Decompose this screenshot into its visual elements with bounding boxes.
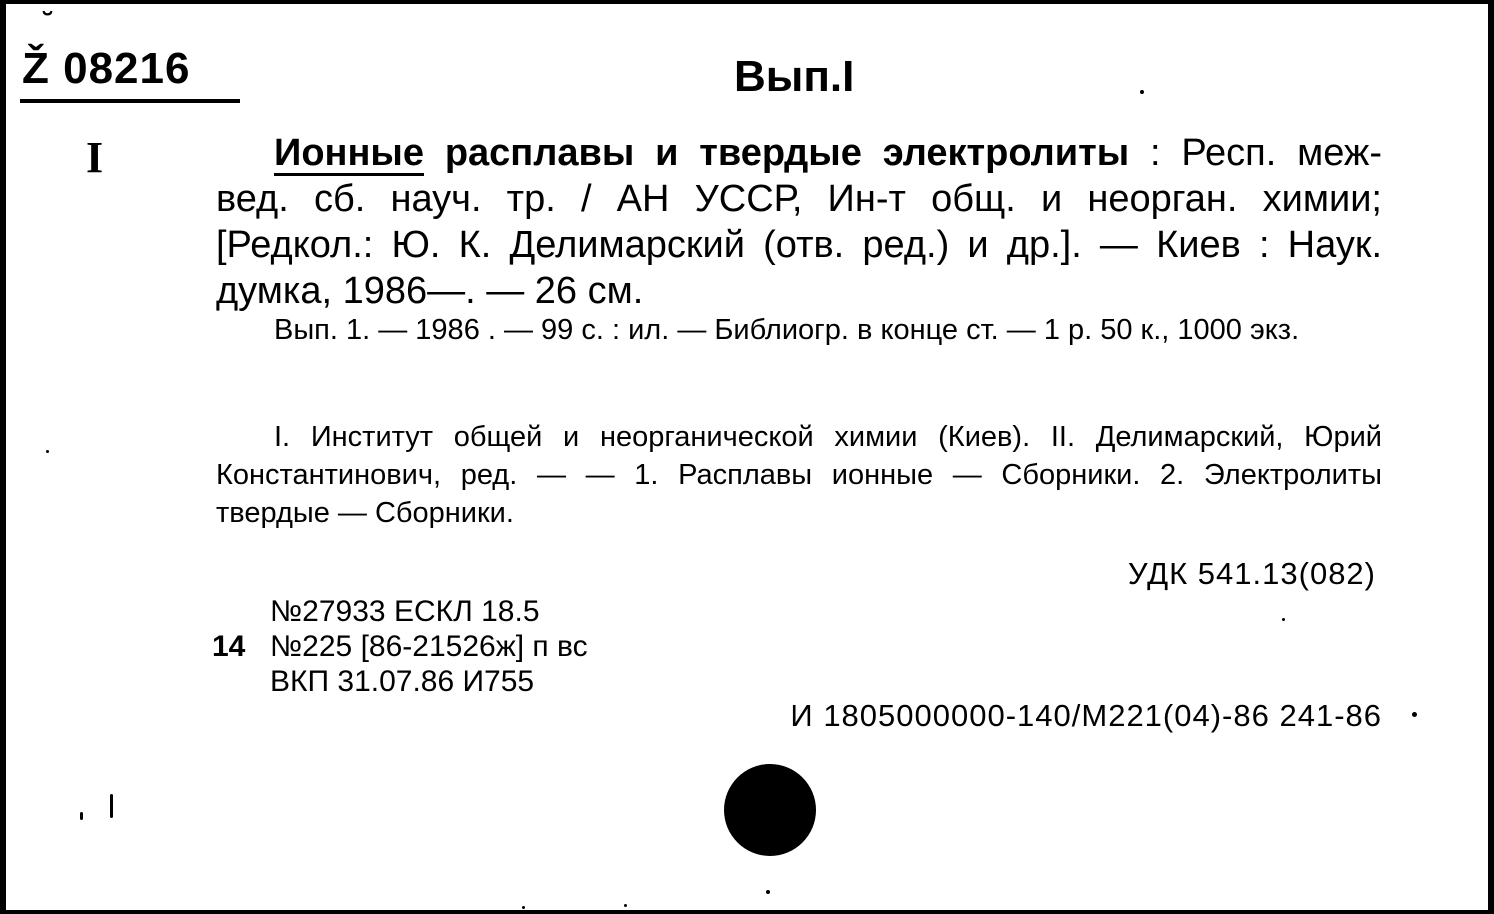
volume-note-text: Вып. 1. — 1986 . — 99 с. : ил. — Библиогр. в конце ст. — 1 р. 50 к., 1000 экз. [274, 314, 1300, 346]
title [274, 132, 1129, 174]
breve-mark: ˘ [40, 8, 55, 43]
section-number: I [86, 133, 104, 182]
speck [80, 812, 83, 820]
speck [1282, 618, 1285, 621]
speck [1140, 90, 1144, 94]
udk-code: УДК 541.13(082) [1127, 556, 1376, 591]
punch-hole [724, 764, 816, 856]
speck [766, 890, 770, 894]
volume-label: Вып.I [734, 52, 855, 101]
bibliographic-description [216, 130, 1382, 314]
description-body: : Респ. меж-вед. сб. науч. тр. / АН УССР, Ин-т общ. и неорган. химии; [Редкол.: Ю. К. Делимарский (отв. ред.) и др.]. — Киев : Наук. думка, 1986—. — 26 см. [216, 132, 1383, 312]
speck [522, 906, 525, 909]
speck [1412, 712, 1417, 717]
accession-line-3: ВКП 31.07.86 И755 [270, 665, 535, 698]
volume-note [216, 312, 1382, 348]
speck [46, 450, 49, 453]
speck [110, 794, 113, 818]
title-rest: расплавы и твердые электролиты [444, 132, 1130, 174]
tracings [216, 418, 1382, 532]
shelf-number: Ž 08216 [22, 44, 191, 93]
tracings-text: I. Институт общей и неорганической химии (Киев). II. Делимарский, Юрий Константинович, ред. — — 1. Расплавы ионные — Сборники. 2. Электролиты твердые — Сборники. [216, 421, 1382, 529]
speck [624, 904, 627, 907]
accession-line-2-prefix: 14 [212, 630, 246, 663]
catalog-card [6, 4, 1488, 910]
isbn-code: И 1805000000-140/М221(04)-86 241-86 [790, 698, 1382, 733]
shelf-number-underline [20, 99, 240, 103]
accession-line-1: №27933 ЕСКЛ 18.5 [270, 595, 540, 628]
accession-block [212, 594, 588, 699]
title-first-word: Ионные [274, 132, 425, 174]
accession-line-2: №225 [86-21526ж] п вс [270, 630, 588, 663]
